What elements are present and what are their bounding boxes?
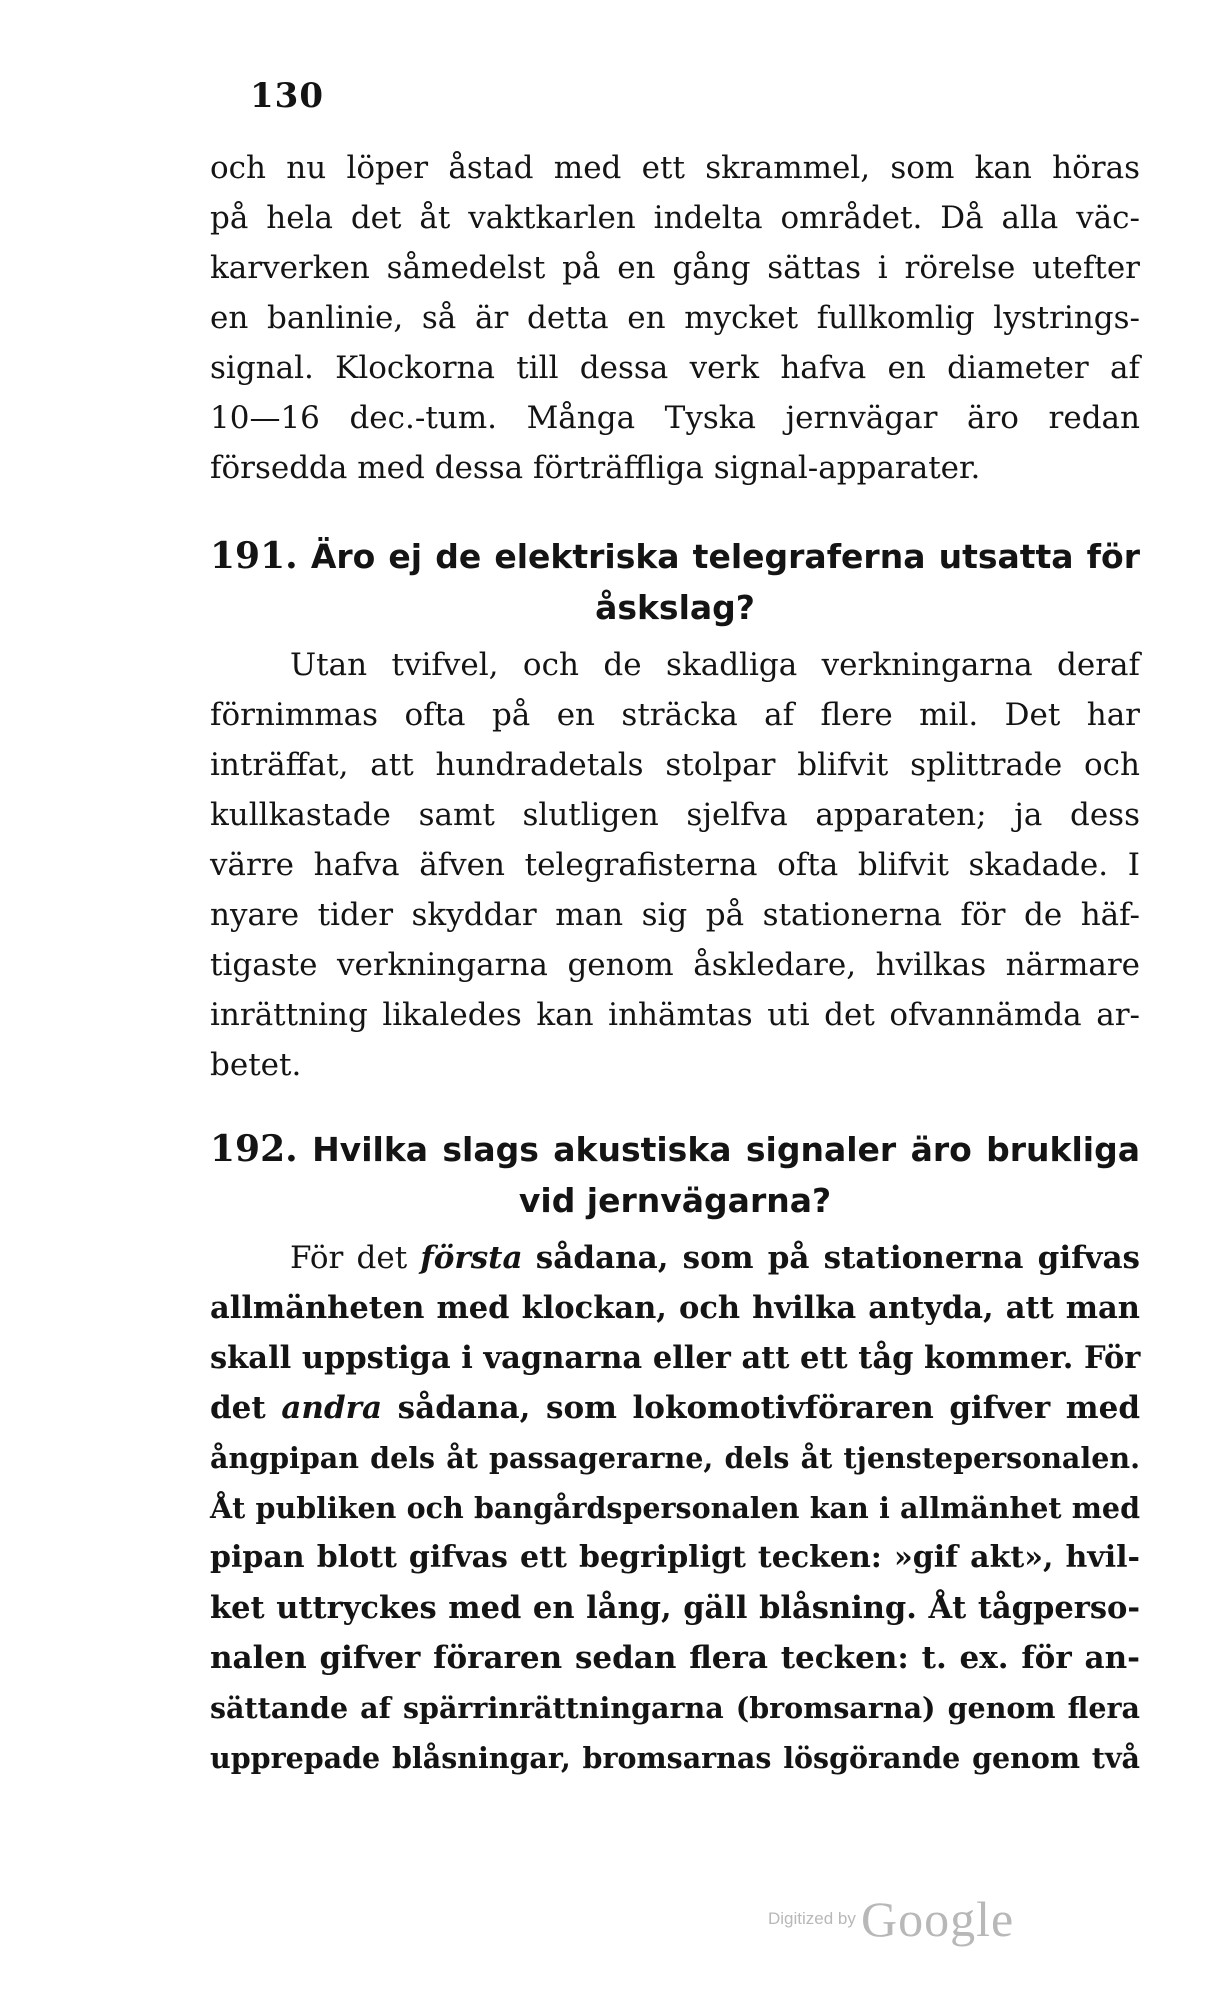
- text-line: inträffat, att hundradetals stolpar blifvit splittrade och: [210, 747, 1140, 783]
- text-line: inrättning likaledes kan inhämtas uti det ofvannämda ar-: [210, 997, 1140, 1033]
- section-192: [210, 1123, 1140, 1783]
- section-heading: [210, 1123, 1140, 1175]
- text-line: ket uttryckes med en lång, gäll blåsning. Åt tågperso-: [210, 1590, 1140, 1626]
- text-line: pipan blott gifvas ett begripligt tecken: »gif akt», hvil-: [210, 1540, 1140, 1575]
- text-run: sådana, som på stationerna gifvas: [535, 1240, 1140, 1276]
- section-title-line-2: vid jernvägarna?: [518, 1181, 832, 1220]
- text-line: [210, 1233, 1140, 1283]
- digitization-watermark: [768, 1890, 1014, 1948]
- text-line: 10—16 dec.-tum. Många Tyska jernvägar äro redan: [210, 400, 1140, 436]
- emphasized-word: första: [420, 1240, 523, 1276]
- text-line: allmänheten med klockan, och hvilka antyda, att man: [210, 1290, 1140, 1326]
- text-line: signal. Klockorna till dessa verk hafva en diameter af: [210, 350, 1140, 386]
- text-line: [210, 1383, 1140, 1433]
- text-line: skall uppstiga i vagnarna eller att ett tåg kommer. För: [210, 1340, 1141, 1376]
- text-run: sådana, som lokomotivföraren gifver med: [397, 1390, 1140, 1426]
- paragraph-continuation: [210, 143, 1140, 493]
- text-line: värre hafva äfven telegrafisterna ofta blifvit skadade. I: [210, 847, 1140, 883]
- text-line: kullkastade samt slutligen sjelfva apparaten; ja dess: [210, 797, 1140, 833]
- section-title-line-1: Hvilka slags akustiska signaler äro brukliga: [312, 1130, 1140, 1169]
- google-logo: Google: [860, 1891, 1015, 1947]
- text-run: För det: [290, 1240, 408, 1276]
- text-run: det: [210, 1390, 266, 1426]
- section-number: 191.: [210, 535, 298, 577]
- emphasized-word: andra: [281, 1390, 383, 1426]
- section-title-line-2: åskslag?: [595, 588, 755, 627]
- text-line: nalen gifver föraren sedan flera tecken: t. ex. för an-: [210, 1640, 1140, 1676]
- text-line: Utan tvifvel, och de skadliga verkningarna deraf: [290, 647, 1140, 683]
- text-line: sättande af spärrinrättningarna (bromsarna) genom flera: [210, 1691, 1140, 1725]
- text-line: karverken såmedelst på en gång sättas i rörelse utefter: [210, 250, 1140, 286]
- text-line: betet.: [210, 1047, 302, 1083]
- section-191: [210, 530, 1140, 1090]
- text-line: Åt publiken och bangårdspersonalen kan i allmänhet med: [210, 1491, 1140, 1525]
- page-number: 130: [250, 76, 324, 116]
- section-title-line-1: Äro ej de elektriska telegraferna utsatta för: [310, 537, 1140, 576]
- text-line: och nu löper åstad med ett skrammel, som kan höras: [210, 150, 1140, 186]
- text-line: försedda med dessa förträffliga signal-apparater.: [210, 450, 981, 486]
- text-line: nyare tider skyddar man sig på stationerna för de häf-: [210, 897, 1140, 933]
- section-number: 192.: [210, 1128, 298, 1170]
- watermark-caption: Digitized by: [768, 1909, 856, 1928]
- section-heading: [210, 530, 1140, 582]
- text-line: ångpipan dels åt passagerarne, dels åt tjenstepersonalen.: [210, 1441, 1140, 1475]
- text-line: upprepade blåsningar, bromsarnas lösgörande genom två: [210, 1741, 1140, 1775]
- text-line: förnimmas ofta på en sträcka af flere mil. Det har: [210, 697, 1140, 733]
- text-line: en banlinie, så är detta en mycket fullkomlig lystrings-: [210, 300, 1140, 336]
- text-line: tigaste verkningarna genom åskledare, hvilkas närmare: [210, 947, 1140, 983]
- text-line: på hela det åt vaktkarlen indelta området. Då alla väc-: [210, 200, 1140, 236]
